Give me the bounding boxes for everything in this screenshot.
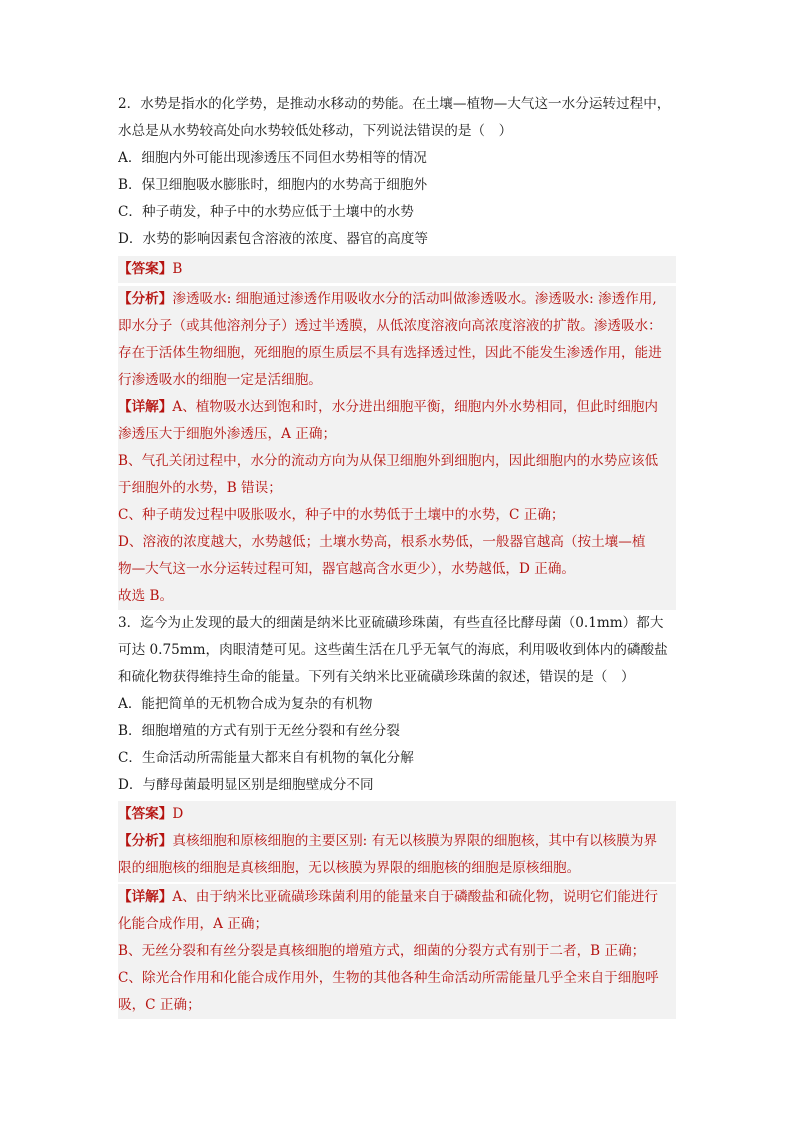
answer-value: D [172,806,184,822]
analysis-text: 真核细胞和原核细胞的主要区别: 有无以核膜为界限的细胞核，其中有以核膜为界 [172,833,658,849]
detail-tag: 【详解】 [118,399,173,415]
q2-analysis-line-2: 即水分子（或其他溶剂分子）透过半透膜，从低浓度溶液向高浓度溶液的扩散。渗透吸水： [118,313,676,340]
q2-stem-line-2: 水总是从水势较高处向水势较低处移动，下列说法错误的是（ ） [118,123,513,139]
q2-detail-line-4: 于细胞外的水势，B 错误； [118,475,676,502]
q3-detail-line-2: 化能合成作用，A 正确； [118,911,676,938]
q2-analysis-line-1 [118,286,676,313]
q3-analysis-line-1 [118,828,676,855]
q3-stem-line-1: 3．迄今为止发现的最大的细菌是纳米比亚硫磺珍珠菌，有些直径比酵母菌（0.1mm）都大 [118,615,664,631]
q2-detail-line-5: C、种子萌发过程中吸胀吸水，种子中的水势低于土壤中的水势，C 正确； [118,502,676,529]
q3-answer [118,801,676,828]
q3-detail-line-4: C、除光合作用和化能合成作用外，生物的其他各种生命活动所需能量几乎全来自于细胞呼 [118,965,676,992]
analysis-tag: 【分析】 [118,833,173,849]
q2-stem-line-1: 2．水势是指水的化学势，是推动水移动的势能。在土壤—植物—大气这一水分运转过程中， [118,96,671,112]
analysis-tag: 【分析】 [118,291,173,307]
q2-detail-line-3: B、气孔关闭过程中，水分的流动方向为从保卫细胞外到细胞内，因此细胞内的水势应该低 [118,448,676,475]
q3-option-c: C．生命活动所需能量大都来自有机物的氧化分解 [118,750,414,766]
q2-option-b: B．保卫细胞吸水膨胀时，细胞内的水势高于细胞外 [118,177,428,193]
q3-analysis-line-2: 限的细胞核的细胞是真核细胞，无以核膜为界限的细胞核的细胞是原核细胞。 [118,855,676,882]
q3-stem-line-3: 和硫化物获得维持生命的能量。下列有关纳米比亚硫磺珍珠菌的叙述，错误的是（ ） [118,669,635,685]
answer-tag: 【答案】 [118,806,173,822]
detail-text: A、植物吸水达到饱和时，水分进出细胞平衡，细胞内外水势相同，但此时细胞内 [172,399,658,415]
q3-stem-line-2: 可达 0.75mm，肉眼清楚可见。这些菌生活在几乎无氧气的海底，利用吸收到体内的磷酸盐 [118,642,668,658]
q2-detail-line-8: 故选 B。 [118,583,676,610]
q3-detail-line-1 [118,884,676,911]
answer-value: B [172,261,183,277]
q2-detail-line-7: 物—大气这一水分运转过程可知，器官越高含水更少），水势越低，D 正确。 [118,556,676,583]
q2-detail-line-1 [118,394,676,421]
q3-detail-line-5: 吸，C 正确； [118,992,676,1019]
q3-option-a: A．能把简单的无机物合成为复杂的有机物 [118,696,373,712]
q2-detail-line-2: 渗透压大于细胞外渗透压，A 正确； [118,421,676,448]
analysis-text: 渗透吸水: 细胞通过渗透作用吸收水分的活动叫做渗透吸水。渗透吸水: 渗透作用, [172,291,657,307]
detail-tag: 【详解】 [118,889,173,905]
q3-option-b: B．细胞增殖的方式有别于无丝分裂和有丝分裂 [118,723,400,739]
q2-answer [118,256,676,283]
q3-option-d: D．与酵母菌最明显区别是细胞壁成分不同 [118,777,374,793]
q2-detail-line-6: D、溶液的浓度越大，水势越低；土壤水势高，根系水势低，一般器官越高（按土壤—植 [118,529,676,556]
q2-analysis-line-4: 行渗透吸水的细胞一定是活细胞。 [118,367,676,394]
q2-option-d: D．水势的影响因素包含溶液的浓度、器官的高度等 [118,231,428,247]
q2-option-a: A．细胞内外可能出现渗透压不同但水势相等的情况 [118,150,427,166]
q2-analysis-line-3: 存在于活体生物细胞，死细胞的原生质层不具有选择透过性，因此不能发生渗透作用，能进 [118,340,676,367]
q3-detail-line-3: B、无丝分裂和有丝分裂是真核细胞的增殖方式，细菌的分裂方式有别于二者，B 正确； [118,938,676,965]
answer-tag: 【答案】 [118,261,173,277]
detail-text: A、由于纳米比亚硫磺珍珠菌利用的能量来自于磷酸盐和硫化物，说明它们能进行 [172,889,658,905]
q2-option-c: C．种子萌发，种子中的水势应低于土壤中的水势 [118,204,414,220]
